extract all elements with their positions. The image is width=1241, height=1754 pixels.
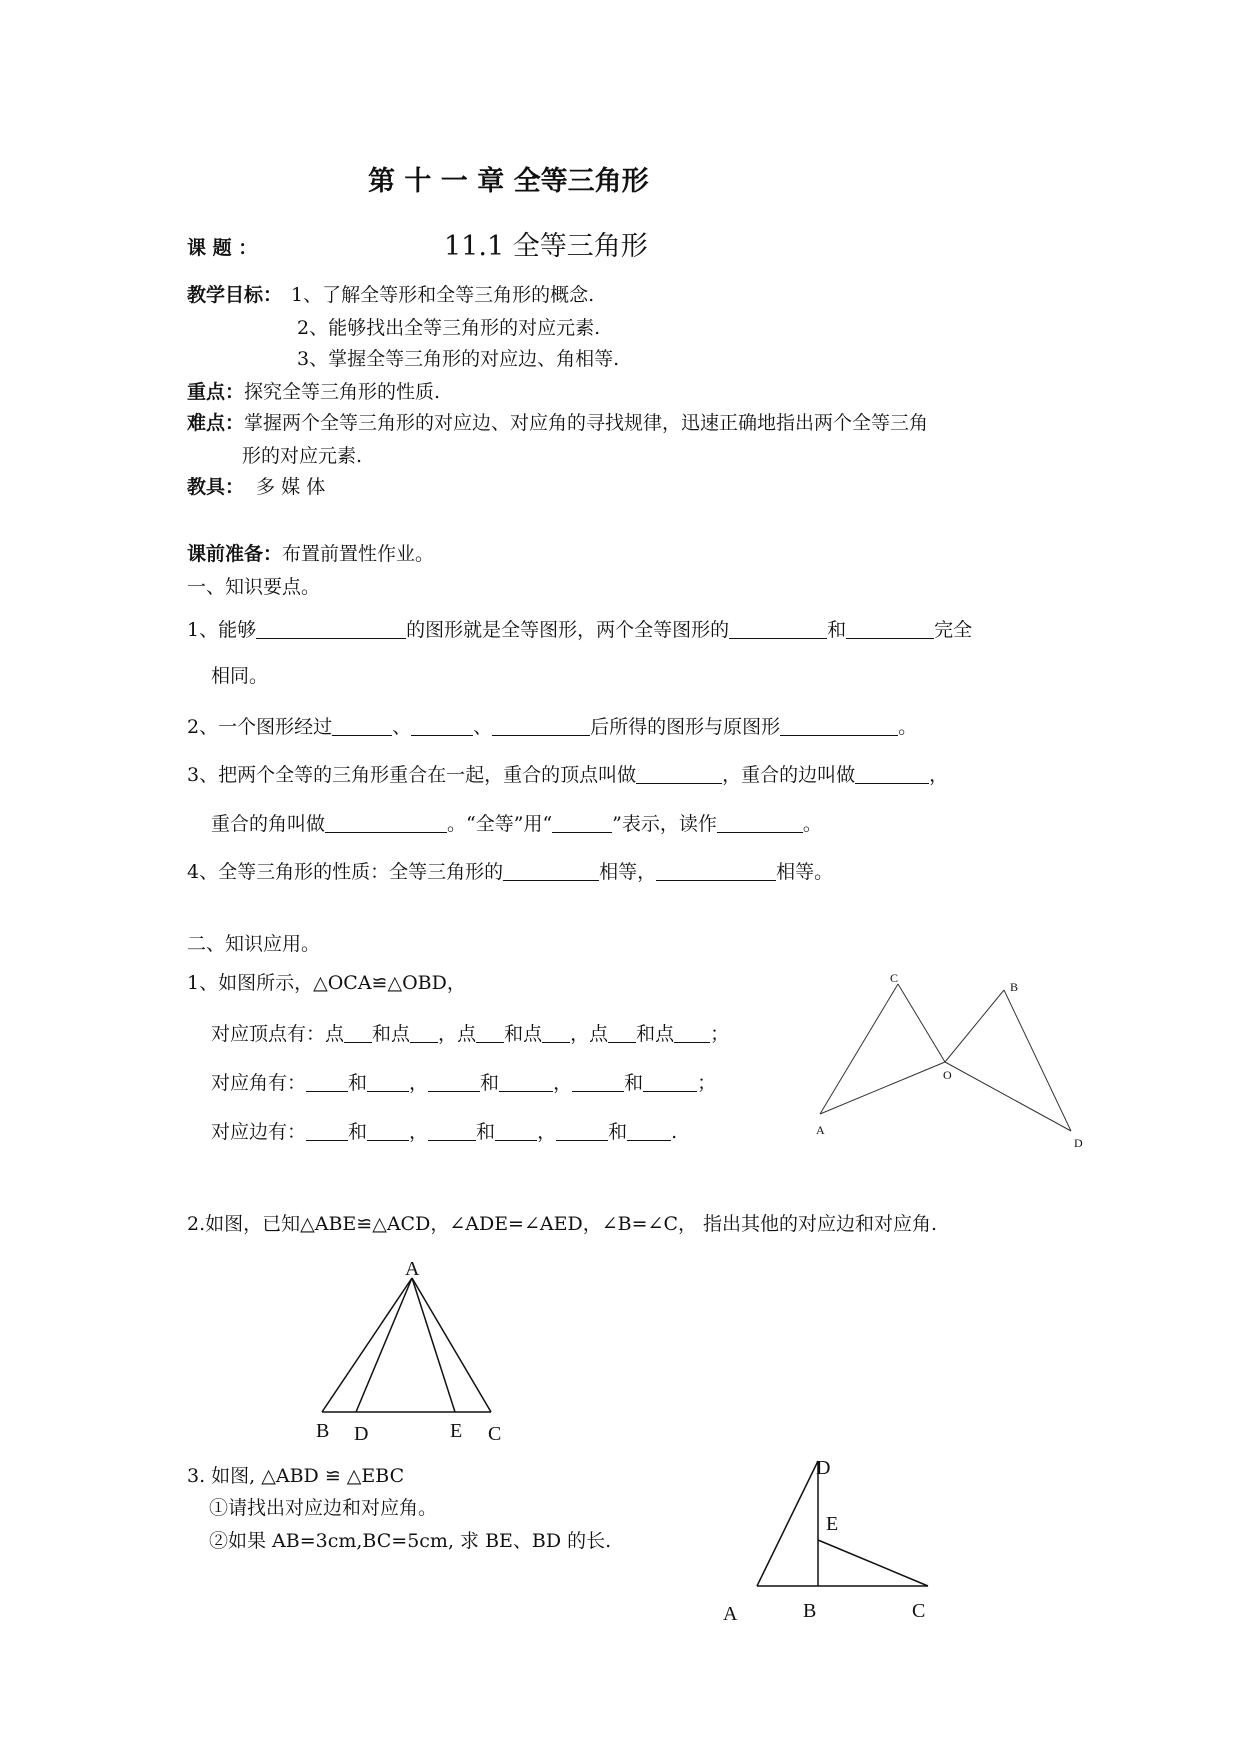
label-e: E	[826, 1513, 839, 1535]
label-c: C	[890, 971, 899, 985]
objectives-label: 教学目标：	[187, 284, 283, 306]
question-3-cont: 重合的角叫做 。“全等”用“ ”表示，读作 。	[211, 813, 822, 835]
question-4: 4、全等三角形的性质：全等三角形的 相等， 相等。	[187, 861, 834, 883]
page-title: 第 十 一 章 全等三角形	[368, 166, 649, 197]
difficulty-label: 难点：	[187, 412, 245, 434]
key-point-label: 重点：	[187, 381, 245, 403]
objective-item: 2、能够找出全等三角形的对应元素.	[297, 317, 601, 339]
label-e: E	[450, 1420, 463, 1442]
label-b: B	[803, 1600, 817, 1622]
label-o: O	[943, 1068, 952, 1082]
difficulty-text: 掌握两个全等三角形的对应边、对应角的寻找规律，迅速正确地指出两个全等三角	[244, 412, 929, 434]
problem-3-line2: ①请找出对应边和对应角。	[209, 1497, 438, 1519]
label-d: D	[816, 1457, 831, 1479]
label-a: A	[405, 1258, 420, 1280]
label-d: D	[354, 1423, 369, 1445]
tools-label: 教具：	[187, 476, 245, 498]
problem-1-vertices: 对应顶点有：点 和点 ，点 和点 ，点 和点 ；	[211, 1023, 730, 1045]
label-b: B	[1010, 980, 1019, 994]
segment-ad	[757, 1461, 818, 1586]
question-1-cont: 相同。	[211, 665, 269, 687]
question-3: 3、把两个全等的三角形重合在一起，重合的顶点叫做 ，重合的边叫做 ，	[187, 764, 949, 786]
problem-3-line1: 3. 如图, △ABD ≌ △EBC	[187, 1465, 405, 1487]
segment-ec	[818, 1540, 928, 1586]
tools-text: 多 媒 体	[256, 476, 326, 498]
label-a: A	[816, 1123, 825, 1137]
objective-item: 3、掌握全等三角形的对应边、角相等.	[297, 348, 620, 370]
section1-heading: 一、知识要点。	[187, 576, 321, 598]
label-c: C	[912, 1600, 926, 1622]
problem-1-intro: 1、如图所示，△OCA≌△OBD，	[187, 972, 466, 994]
problem-2: 2.如图，已知△ABE≌△ACD，∠ADE=∠AED，∠B=∠C， 指出其他的对应边和对应角.	[187, 1213, 938, 1235]
question-2: 2、一个图形经过 、 、 后所得的图形与原图形 。	[187, 716, 918, 738]
key-point-text: 探究全等三角形的性质.	[244, 381, 441, 403]
objective-item: 1、了解全等形和全等三角形的概念.	[291, 284, 595, 306]
prep-label: 课前准备：	[187, 543, 283, 565]
label-b: B	[316, 1420, 330, 1442]
problem-3-line3: ②如果 AB=3cm,BC=5cm, 求 BE、BD 的长.	[209, 1530, 612, 1552]
problem-1-sides: 对应边有： 和 ， 和 ， 和 .	[211, 1121, 678, 1143]
prep-text: 布置前置性作业。	[282, 543, 435, 565]
lesson-label: 课 题 ：	[187, 237, 258, 259]
label-d: D	[1074, 1136, 1083, 1150]
difficulty-text-cont: 形的对应元素.	[242, 445, 363, 467]
label-a: A	[723, 1603, 738, 1625]
problem-1-angles: 对应角有： 和 ， 和 ， 和 ；	[211, 1072, 717, 1094]
lesson-title: 11.1 全等三角形	[444, 231, 648, 262]
question-1: 1、能够 的图形就是全等图形，两个全等图形的 和 完全	[187, 619, 973, 641]
label-c: C	[488, 1423, 502, 1445]
section2-heading: 二、知识应用。	[187, 933, 321, 955]
